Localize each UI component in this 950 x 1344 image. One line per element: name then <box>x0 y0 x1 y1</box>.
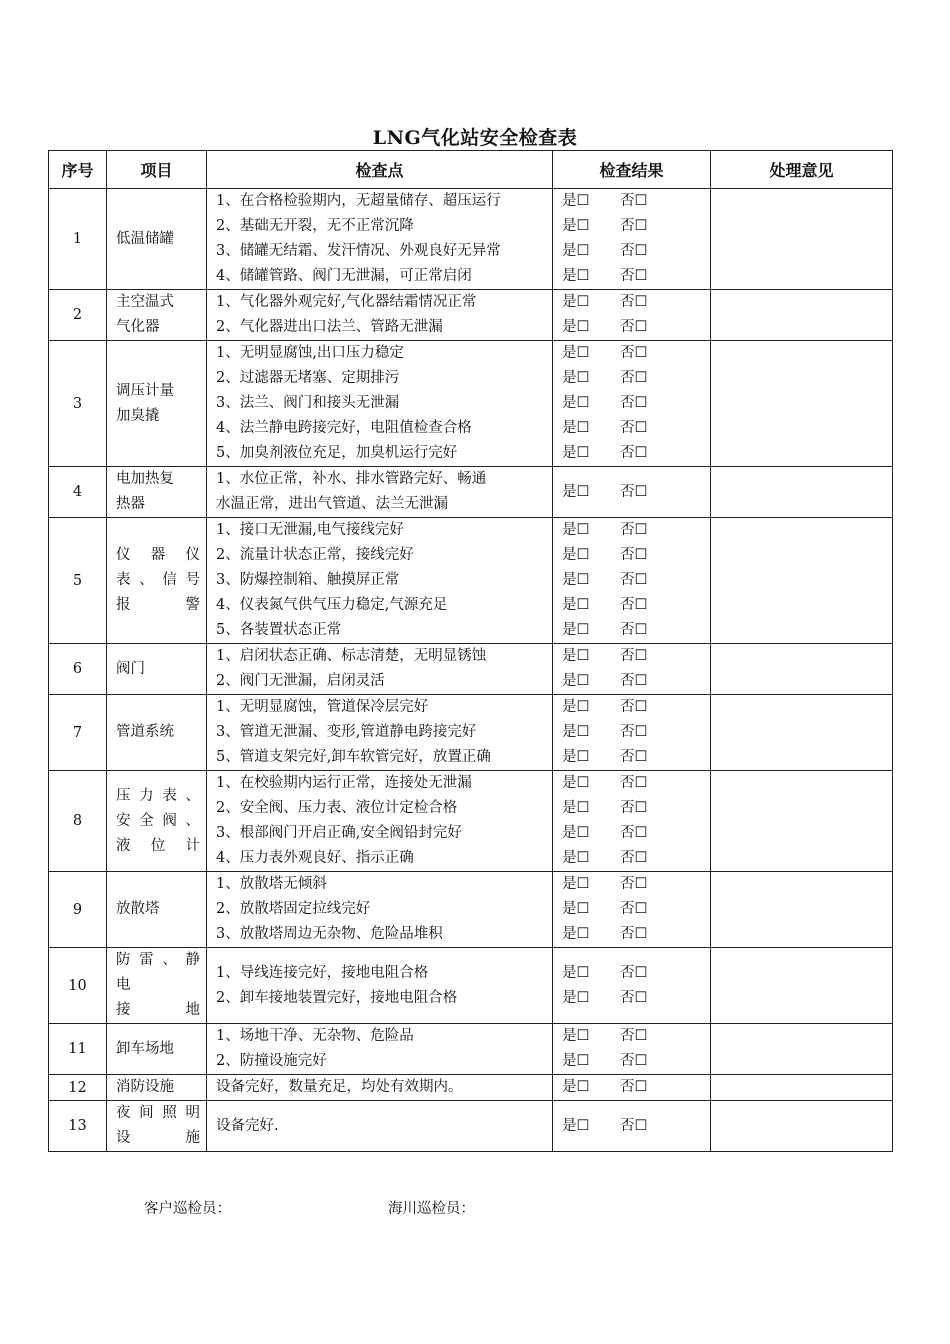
no-checkbox[interactable]: 否☐ <box>620 673 648 689</box>
row-result <box>553 695 711 771</box>
item-line: 电加热复 <box>116 471 174 487</box>
yes-checkbox[interactable]: 是☐ <box>562 193 590 209</box>
row-number: 3 <box>49 341 107 467</box>
yes-checkbox[interactable]: 是☐ <box>562 673 590 689</box>
no-checkbox[interactable]: 否☐ <box>620 294 648 310</box>
row-opinion[interactable] <box>711 644 893 695</box>
check-point: 1、接口无泄漏,电气接线完好 <box>216 522 404 538</box>
check-point: 4、法兰静电跨接完好，电阻值检查合格 <box>216 420 472 436</box>
check-point: 2、流量计状态正常，接线完好 <box>216 547 414 563</box>
no-checkbox[interactable]: 否☐ <box>620 800 648 816</box>
row-item <box>107 341 207 467</box>
yes-checkbox[interactable]: 是☐ <box>562 370 590 386</box>
check-point: 1、在校验期内运行正常，连接处无泄漏 <box>216 775 472 791</box>
check-point: 3、管道无泄漏、变形,管道静电跨接完好 <box>216 724 477 740</box>
yes-checkbox[interactable]: 是☐ <box>562 749 590 765</box>
row-result <box>553 1101 711 1152</box>
result-line <box>562 366 710 391</box>
result-line <box>562 1049 710 1074</box>
table-row <box>49 695 893 771</box>
inspection-table <box>48 150 893 1152</box>
yes-checkbox[interactable]: 是☐ <box>562 597 590 613</box>
yes-checkbox[interactable]: 是☐ <box>562 850 590 866</box>
row-check-points <box>207 872 553 948</box>
item-line: 调压计量 <box>116 382 174 399</box>
result-line <box>562 897 710 922</box>
result-line <box>562 986 710 1011</box>
no-checkbox[interactable]: 否☐ <box>620 1079 648 1095</box>
row-item <box>107 1101 207 1152</box>
row-check-points <box>207 189 553 290</box>
item-line: 安全阀、 <box>116 812 200 829</box>
item-line: 消防设施 <box>116 1079 174 1095</box>
check-point: 5、管道支架完好,卸车软管完好，放置正确 <box>216 749 491 765</box>
check-point: 2、基础无开裂，无不正常沉降 <box>216 218 414 234</box>
row-result <box>553 290 711 341</box>
row-item <box>107 644 207 695</box>
no-checkbox[interactable]: 否☐ <box>620 572 648 588</box>
no-checkbox[interactable]: 否☐ <box>620 901 648 917</box>
yes-checkbox[interactable]: 是☐ <box>562 268 590 284</box>
no-checkbox[interactable]: 否☐ <box>620 483 648 500</box>
table-row <box>49 872 893 948</box>
result-line <box>562 189 710 214</box>
yes-checkbox[interactable]: 是☐ <box>562 319 590 335</box>
yes-checkbox[interactable]: 是☐ <box>562 522 590 538</box>
row-result <box>553 1075 711 1101</box>
row-number: 11 <box>49 1024 107 1075</box>
row-number: 12 <box>49 1075 107 1101</box>
header-opinion: 处理意见 <box>711 151 893 189</box>
row-item <box>107 1075 207 1101</box>
row-opinion[interactable] <box>711 872 893 948</box>
yes-checkbox[interactable]: 是☐ <box>562 699 590 715</box>
row-result <box>553 341 711 467</box>
table-row <box>49 1075 893 1101</box>
result-line <box>562 441 710 466</box>
header-result: 检查结果 <box>553 151 711 189</box>
row-number: 9 <box>49 872 107 948</box>
yes-checkbox[interactable]: 是☐ <box>562 964 590 981</box>
row-result <box>553 518 711 644</box>
row-check-points <box>207 1101 553 1152</box>
no-checkbox[interactable]: 否☐ <box>620 724 648 740</box>
yes-checkbox[interactable]: 是☐ <box>562 825 590 841</box>
row-result <box>553 644 711 695</box>
item-line: 主空温式 <box>116 294 174 310</box>
no-checkbox[interactable]: 否☐ <box>620 850 648 866</box>
item-line: 气化器 <box>116 319 160 335</box>
no-checkbox[interactable]: 否☐ <box>620 395 648 411</box>
result-line <box>562 1114 710 1139</box>
row-opinion[interactable] <box>711 467 893 518</box>
item-line: 低温储罐 <box>116 230 174 247</box>
result-line <box>562 315 710 340</box>
header-check-points: 检查点 <box>207 151 553 189</box>
row-item <box>107 872 207 948</box>
row-check-points <box>207 644 553 695</box>
item-line: 仪器仪 <box>116 547 200 563</box>
row-check-points <box>207 467 553 518</box>
check-point: 2、防撞设施完好 <box>216 1053 327 1069</box>
no-checkbox[interactable]: 否☐ <box>620 1053 648 1069</box>
row-item <box>107 695 207 771</box>
no-checkbox[interactable]: 否☐ <box>620 597 648 613</box>
row-opinion[interactable] <box>711 341 893 467</box>
header-item: 项目 <box>107 151 207 189</box>
yes-checkbox[interactable]: 是☐ <box>562 926 590 942</box>
yes-checkbox[interactable]: 是☐ <box>562 800 590 816</box>
row-check-points <box>207 290 553 341</box>
result-line <box>562 961 710 986</box>
row-opinion[interactable] <box>711 290 893 341</box>
item-line: 液位计 <box>116 837 200 854</box>
row-item <box>107 189 207 290</box>
yes-checkbox[interactable]: 是☐ <box>562 547 590 563</box>
result-line <box>562 593 710 618</box>
no-checkbox[interactable]: 否☐ <box>620 345 648 361</box>
row-number: 5 <box>49 518 107 644</box>
yes-checkbox[interactable]: 是☐ <box>562 445 590 461</box>
no-checkbox[interactable]: 否☐ <box>620 775 648 791</box>
result-line <box>562 821 710 846</box>
result-line <box>562 290 710 315</box>
row-opinion[interactable] <box>711 1075 893 1101</box>
item-line: 表、信号 <box>116 572 200 588</box>
result-line <box>562 644 710 669</box>
item-line: 卸车场地 <box>116 1040 174 1057</box>
check-point: 2、过滤器无堵塞、定期排污 <box>216 370 400 386</box>
check-point: 1、无明显腐蚀,出口压力稳定 <box>216 345 404 361</box>
check-point: 5、各装置状态正常 <box>216 622 342 638</box>
check-point: 2、阀门无泄漏，启闭灵活 <box>216 673 385 689</box>
check-point: 4、仪表氮气供气压力稳定,气源充足 <box>216 597 448 613</box>
row-check-points <box>207 1024 553 1075</box>
row-opinion[interactable] <box>711 1101 893 1152</box>
no-checkbox[interactable]: 否☐ <box>620 926 648 942</box>
result-line <box>562 846 710 871</box>
item-line: 防雷、静 <box>116 952 200 968</box>
check-point: 1、场地干净、无杂物、危险品 <box>216 1028 414 1044</box>
row-result <box>553 467 711 518</box>
table-row <box>49 518 893 644</box>
table-row <box>49 771 893 872</box>
table-row <box>49 467 893 518</box>
result-line <box>562 416 710 441</box>
result-line <box>562 568 710 593</box>
row-opinion[interactable] <box>711 695 893 771</box>
result-line <box>562 796 710 821</box>
row-number: 2 <box>49 290 107 341</box>
yes-checkbox[interactable]: 是☐ <box>562 775 590 791</box>
item-line: 压力表、 <box>116 787 200 804</box>
check-point: 1、导线连接完好，接地电阻合格 <box>216 964 429 981</box>
item-line: 夜间照明 <box>116 1105 200 1121</box>
customer-inspector-label: 客户巡检员： <box>144 1201 231 1217</box>
row-opinion[interactable] <box>711 1024 893 1075</box>
result-line <box>562 543 710 568</box>
result-line <box>562 669 710 694</box>
row-item <box>107 1024 207 1075</box>
no-checkbox[interactable]: 否☐ <box>620 218 648 234</box>
check-point: 3、防爆控制箱、触摸屏正常 <box>216 572 400 588</box>
no-checkbox[interactable]: 否☐ <box>620 648 648 664</box>
row-number: 7 <box>49 695 107 771</box>
row-opinion[interactable] <box>711 771 893 872</box>
yes-checkbox[interactable]: 是☐ <box>562 294 590 310</box>
no-checkbox[interactable]: 否☐ <box>620 749 648 765</box>
row-number: 1 <box>49 189 107 290</box>
table-row <box>49 948 893 1024</box>
no-checkbox[interactable]: 否☐ <box>620 193 648 209</box>
result-line <box>562 391 710 416</box>
row-number: 4 <box>49 467 107 518</box>
no-checkbox[interactable]: 否☐ <box>620 522 648 538</box>
header-no: 序号 <box>49 151 107 189</box>
row-number: 13 <box>49 1101 107 1152</box>
yes-checkbox[interactable]: 是☐ <box>562 1117 590 1134</box>
row-number: 6 <box>49 644 107 695</box>
check-point: 1、在合格检验期内，无超量储存、超压运行 <box>216 193 501 209</box>
no-checkbox[interactable]: 否☐ <box>620 989 648 1006</box>
result-line <box>562 264 710 289</box>
row-result <box>553 872 711 948</box>
check-point: 2、放散塔固定拉线完好 <box>216 901 371 917</box>
item-line: 报警 <box>116 597 200 613</box>
result-line <box>562 518 710 543</box>
item-line: 热器 <box>116 496 145 512</box>
item-line: 设施 <box>116 1130 200 1146</box>
check-point: 4、储罐管路、阀门无泄漏，可正常启闭 <box>216 268 472 284</box>
table-row <box>49 290 893 341</box>
yes-checkbox[interactable]: 是☐ <box>562 395 590 411</box>
no-checkbox[interactable]: 否☐ <box>620 547 648 563</box>
yes-checkbox[interactable]: 是☐ <box>562 420 590 436</box>
no-checkbox[interactable]: 否☐ <box>620 420 648 436</box>
check-point: 1、启闭状态正确、标志清楚，无明显锈蚀 <box>216 648 487 664</box>
result-line <box>562 341 710 366</box>
row-opinion[interactable] <box>711 948 893 1024</box>
row-number: 10 <box>49 948 107 1024</box>
item-line: 管道系统 <box>116 724 174 740</box>
row-item <box>107 518 207 644</box>
row-result <box>553 189 711 290</box>
check-point: 1、气化器外观完好,气化器结霜情况正常 <box>216 294 477 310</box>
no-checkbox[interactable]: 否☐ <box>620 268 648 284</box>
check-point: 1、放散塔无倾斜 <box>216 876 327 892</box>
no-checkbox[interactable]: 否☐ <box>620 445 648 461</box>
result-line <box>562 1024 710 1049</box>
item-line: 阀门 <box>116 660 145 677</box>
result-line <box>562 618 710 643</box>
check-point: 2、卸车接地装置完好，接地电阻合格 <box>216 989 458 1006</box>
yes-checkbox[interactable]: 是☐ <box>562 243 590 259</box>
row-check-points <box>207 948 553 1024</box>
no-checkbox[interactable]: 否☐ <box>620 243 648 259</box>
check-point: 3、放散塔周边无杂物、危险品堆积 <box>216 926 443 942</box>
check-point: 水温正常，进出气管道、法兰无泄漏 <box>216 496 448 512</box>
result-line <box>562 922 710 947</box>
row-item <box>107 771 207 872</box>
check-point: 2、气化器进出口法兰、管路无泄漏 <box>216 319 443 335</box>
row-check-points <box>207 771 553 872</box>
no-checkbox[interactable]: 否☐ <box>620 319 648 335</box>
result-line <box>562 745 710 770</box>
row-check-points <box>207 341 553 467</box>
row-check-points <box>207 695 553 771</box>
check-point: 设备完好. <box>216 1117 279 1134</box>
row-result <box>553 771 711 872</box>
yes-checkbox[interactable]: 是☐ <box>562 1079 590 1095</box>
no-checkbox[interactable]: 否☐ <box>620 876 648 892</box>
row-item <box>107 948 207 1024</box>
check-point: 2、安全阀、压力表、液位计定检合格 <box>216 800 458 816</box>
check-point: 设备完好，数量充足，均处有效期内。 <box>216 1079 463 1095</box>
result-line <box>562 480 710 505</box>
table-row <box>49 644 893 695</box>
result-line <box>562 872 710 897</box>
haichuan-inspector-label: 海川巡检员： <box>388 1201 475 1217</box>
result-line <box>562 720 710 745</box>
page-title: LNG气化站安全检查表 <box>372 127 578 149</box>
row-opinion[interactable] <box>711 518 893 644</box>
no-checkbox[interactable]: 否☐ <box>620 622 648 638</box>
result-line <box>562 1075 710 1100</box>
row-item <box>107 467 207 518</box>
table-row <box>49 341 893 467</box>
row-result <box>553 1024 711 1075</box>
no-checkbox[interactable]: 否☐ <box>620 1117 648 1134</box>
yes-checkbox[interactable]: 是☐ <box>562 572 590 588</box>
yes-checkbox[interactable]: 是☐ <box>562 1028 590 1044</box>
table-row <box>49 189 893 290</box>
row-opinion[interactable] <box>711 189 893 290</box>
check-point: 5、加臭剂液位充足，加臭机运行完好 <box>216 445 458 461</box>
row-result <box>553 948 711 1024</box>
check-point: 1、水位正常，补水、排水管路完好、畅通 <box>216 471 487 487</box>
yes-checkbox[interactable]: 是☐ <box>562 1053 590 1069</box>
check-point: 4、压力表外观良好、指示正确 <box>216 850 414 866</box>
yes-checkbox[interactable]: 是☐ <box>562 648 590 664</box>
no-checkbox[interactable]: 否☐ <box>620 370 648 386</box>
yes-checkbox[interactable]: 是☐ <box>562 989 590 1006</box>
check-point: 3、法兰、阀门和接头无泄漏 <box>216 395 400 411</box>
yes-checkbox[interactable]: 是☐ <box>562 724 590 740</box>
check-point: 3、储罐无结霜、发汗情况、外观良好无异常 <box>216 243 501 259</box>
no-checkbox[interactable]: 否☐ <box>620 964 648 981</box>
no-checkbox[interactable]: 否☐ <box>620 699 648 715</box>
row-check-points <box>207 518 553 644</box>
result-line <box>562 239 710 264</box>
row-number: 8 <box>49 771 107 872</box>
table-row <box>49 1024 893 1075</box>
table-body <box>49 189 893 1152</box>
table-header-row <box>49 151 893 189</box>
result-line <box>562 771 710 796</box>
table-row <box>49 1101 893 1152</box>
yes-checkbox[interactable]: 是☐ <box>562 876 590 892</box>
yes-checkbox[interactable]: 是☐ <box>562 622 590 638</box>
yes-checkbox[interactable]: 是☐ <box>562 218 590 234</box>
yes-checkbox[interactable]: 是☐ <box>562 901 590 917</box>
item-line: 加臭撬 <box>116 407 160 424</box>
check-point: 1、无明显腐蚀，管道保冷层完好 <box>216 699 429 715</box>
yes-checkbox[interactable]: 是☐ <box>562 345 590 361</box>
result-line <box>562 695 710 720</box>
no-checkbox[interactable]: 否☐ <box>620 825 648 841</box>
row-item <box>107 290 207 341</box>
row-check-points <box>207 1075 553 1101</box>
result-line <box>562 214 710 239</box>
no-checkbox[interactable]: 否☐ <box>620 1028 648 1044</box>
yes-checkbox[interactable]: 是☐ <box>562 483 590 500</box>
item-line: 电 <box>116 977 131 993</box>
check-point: 3、根部阀门开启正确,安全阀铅封完好 <box>216 825 462 841</box>
item-line: 接地 <box>116 1002 200 1018</box>
item-line: 放散塔 <box>116 901 160 917</box>
